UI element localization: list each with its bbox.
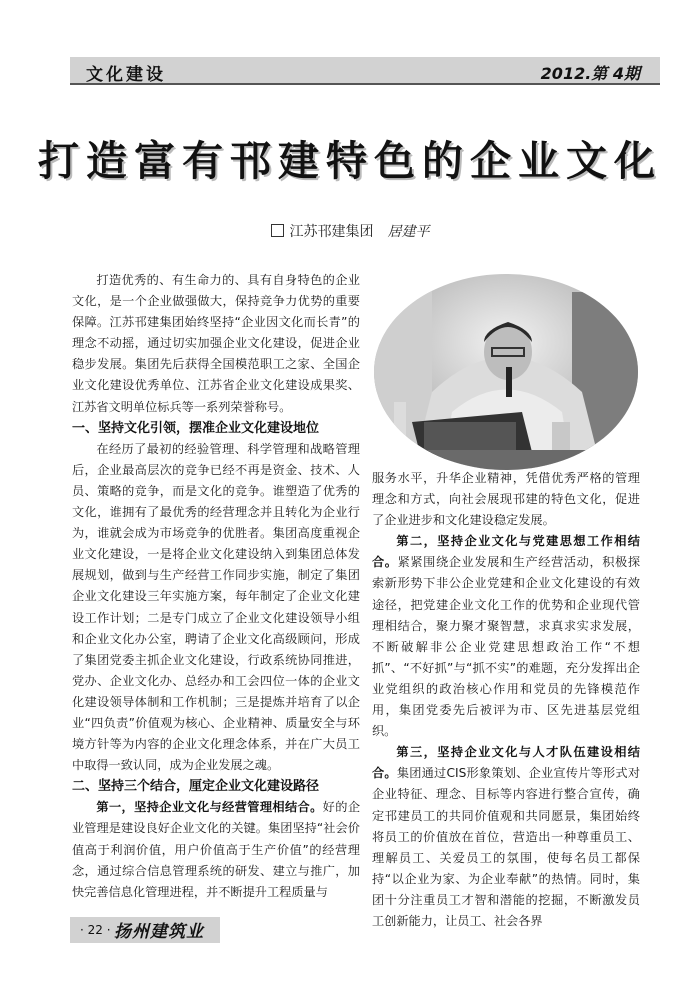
section-label: 文化建设 [86, 65, 166, 85]
paragraph [372, 742, 640, 932]
paragraph-text: 集团通过CIS形象策划、企业宣传片等形式对企业特征、理念、目标等内容进行整合宣传，确定邗建员工的共同价值观和共同愿景，集团始终将员工的价值放在首位，营造出一种尊重员工、理解员工、关爱员工的氛围，使每名员工都保持“以企业为家、为企业奉献”的热情。同时，集团十分注重员工才智和潜能的挖掘，不断激发员工创新能力，让员工、社会各界 [372, 766, 641, 928]
paragraph: 在经历了最初的经验管理、科学管理和战略管理后，企业最高层次的竞争已经不再是资金、技术、人员、策略的竞争，而是文化的竞争。谁塑造了优秀的文化，谁拥有了最优秀的经营理念并且转化为企业行为，谁就会成为市场竞争的优胜者。集团高度重视企业文化建设，一是将企业文化建设纳入到集团总体发展规划，做到与生产经营工作同步实施，制定了集团企业文化建设三年实施方案，每年制定了企业文化建设工作计划；二是专门成立了企业文化建设领导小组和企业文化办公室，聘请了企业文化高级顾问，形成了集团党委主抓企业文化建设，行政系统协同推进，党办、企业文化办、总经办和工会四位一体的企业文化建设领导体制和工作机制；三是提炼并培育了以企业“四负责”价值观为核心、企业精神、质量安全与环境方针等为内容的企业文化理念体系，并在广大员工中取得一致认同，成为企业发展之魂。 [72, 441, 360, 773]
paragraph: 打造优秀的、有生命力的、具有自身特色的企业文化，是一个企业做强做大，保持竞争力优势的重要保障。江苏邗建集团始终坚持“企业因文化而长青”的理念不动摇，通过切实加强企业文化建设，促进企业稳步发展。集团先后获得全国模范职工之家、全国企业文化建设优秀单位、江苏省企业文化建设成果奖、江苏省文明单位标兵等一系列荣誉称号。 [72, 273, 360, 414]
section-heading: 一、坚持文化引领，摆准企业文化建设地位 [72, 420, 320, 436]
byline [0, 221, 700, 241]
paragraph-lead: 第三，坚持企业文化与人才队伍建设相结合。 [372, 745, 640, 781]
paragraph-text: 紧紧围绕企业发展和生产经营活动，积极探索新形势下非公企业党建和企业文化建设的有效途径，把党建企业文化工作的优势和企业现代管理相结合，聚力聚才聚智慧，求真求实求发展，不断破解非公企业党建思想政治工作“不想抓”、“不好抓”与“抓不实”的难题，充分发挥出企业党组织的政治核心作用和党员的先锋模范作用，集团党委先后被评为市、区先进基层党组织。 [372, 555, 641, 739]
magazine-logo: 扬州建筑业 [114, 922, 204, 942]
page-number: · 22 · [80, 923, 111, 937]
byline-org: 江苏邗建集团 [289, 224, 374, 240]
left-column [72, 270, 360, 903]
right-column [372, 468, 640, 932]
paragraph [72, 797, 360, 902]
section-heading: 二、坚持三个结合，厘定企业文化建设路径 [72, 779, 320, 795]
byline-author: 居建平 [387, 224, 430, 240]
paragraph [372, 531, 640, 742]
paragraph-lead: 第一，坚持企业文化与经营管理相结合。 [96, 800, 323, 815]
square-bullet-icon [271, 224, 284, 237]
speaker-photo [372, 272, 640, 472]
article-title: 打造富有邗建特色的企业文化 [38, 137, 662, 185]
paragraph-lead: 第二，坚持企业文化与党建思想工作相结合。 [372, 534, 640, 570]
paragraph: 服务水平，升华企业精神，凭借优秀严格的管理理念和方式，向社会展现邗建的特色文化，促进了企业进步和文化建设稳定发展。 [372, 471, 640, 528]
paragraph-text: 好的企业管理是建设良好企业文化的关键。集团坚持“社会价值高于利润价值，用户价值高于生产价值”的经营理念，通过综合信息管理系统的研发、建立与推广，加快完善信息化管理进程，并不断提升工程质量与 [72, 800, 361, 899]
issue-label: 2012.第 4期 [540, 64, 640, 83]
